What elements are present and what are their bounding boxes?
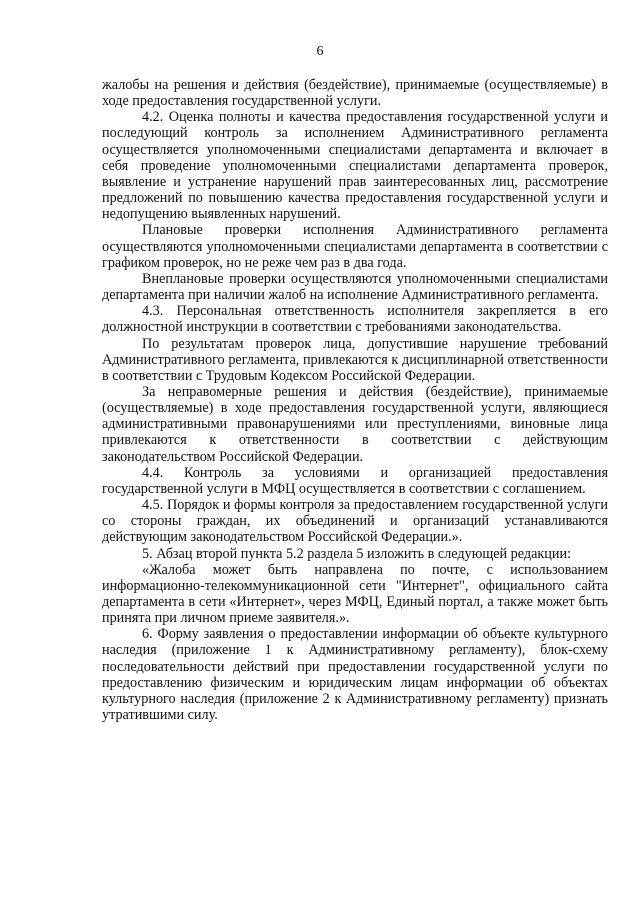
page-number: 6: [316, 44, 324, 59]
paragraph-item-6: 6. Форму заявления о предоставлении информации об объекте культурного наследия (приложение 1 к Административному регламенту), блок-схему последовательности действий при предоставлении государственной услуги по предоставлению физическим и юридическим лицам информации об объектах культурного наследия (приложение 2 к Административному регламенту) признать утратившими силу.: [102, 626, 608, 724]
paragraph-continuation: жалобы на решения и действия (бездействие), принимаемые (осуществляемые) в ходе предоставления государственной услуги.: [102, 77, 608, 110]
document-body: [102, 77, 608, 723]
paragraph-4-5: 4.5. Порядок и формы контроля за предоставлением государственной услуги со стороны граждан, их объединений и организаций устанавливаются действующим законодательством Российской Федерации.».: [102, 497, 608, 546]
paragraph-complaint-quote: «Жалоба может быть направлена по почте, с использованием информационно-телекоммуникационной сети "Интернет", официального сайта департамента в сети «Интернет», через МФЦ, Единый портал, а также может быть принята при личном приеме заявителя.».: [102, 561, 608, 627]
paragraph-unscheduled-inspections: Внеплановые проверки осуществляются уполномоченными специалистами департамента при наличии жалоб на исполнение Административного регламента.: [102, 270, 608, 304]
paragraph-item-5: 5. Абзац второй пункта 5.2 раздела 5 изложить в следующей редакции:: [142, 545, 572, 562]
paragraph-4-3: 4.3. Персональная ответственность исполнителя закрепляется в его должностной инструкции в соответствии с требованиями законодательства.: [102, 303, 608, 336]
paragraph-unlawful-decisions: За неправомерные решения и действия (бездействие), принимаемые (осуществляемые) в ходе предоставления государственной услуги, являющиеся административными правонарушениями или преступлениями, виновные лица привлекаются к ответственности в соответствии с действующим законодательством Российской Федерации.: [102, 383, 608, 465]
paragraph-4-2: 4.2. Оценка полноты и качества предоставления государственной услуги и последующий контроль за исполнением Административного регламента осуществляется уполномоченными специалистами департамента и включает в себя проведение уполномоченными специалистами департамента проверок, выявление и устранение нарушений прав заинтересованных лиц, рассмотрение предложений по повышению качества предоставления государственной услуги и недопущению выявленных нарушений.: [102, 109, 608, 223]
paragraph-4-4: 4.4. Контроль за условиями и организацией предоставления государственной услуги в МФЦ осуществляется в соответствии с соглашением.: [102, 464, 608, 497]
paragraph-disciplinary-liability: По результатам проверок лица, допустившие нарушение требований Административного регламента, привлекаются к дисциплинарной ответственности в соответствии с Трудовым Кодексом Российской Федерации.: [102, 335, 608, 384]
paragraph-planned-inspections: Плановые проверки исполнения Административного регламента осуществляются уполномоченными специалистами департамента в соответствии с графиком проверок, но не реже чем раз в два года.: [102, 222, 608, 271]
